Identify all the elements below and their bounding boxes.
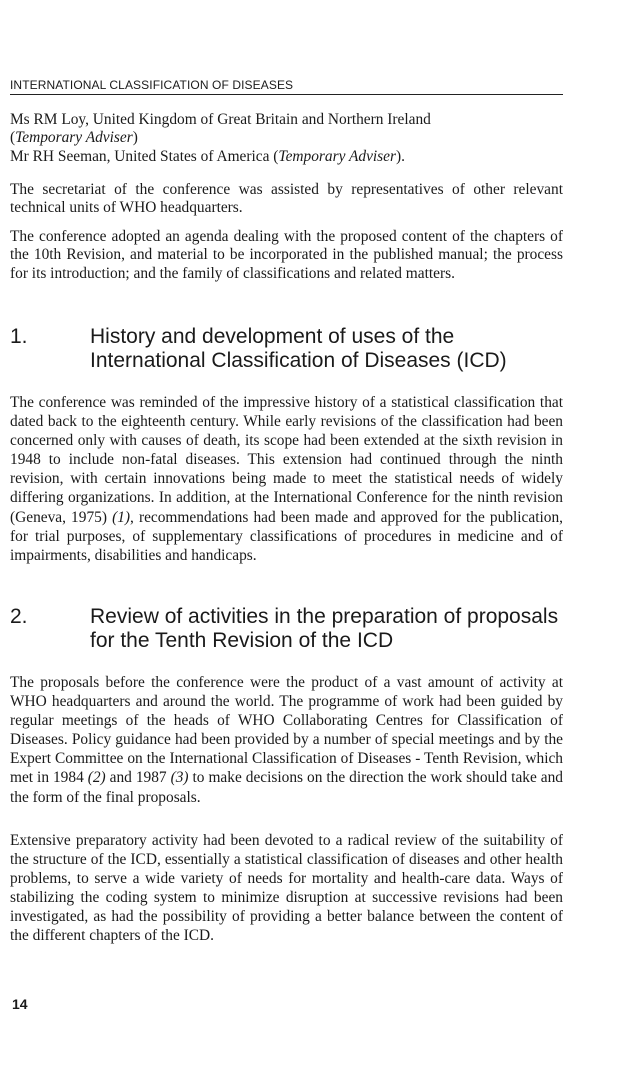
attendee-name: Ms RM Loy, United Kingdom of Great Britain and Northern Ireland: [10, 111, 431, 128]
text: The proposals before the conference were the product of a vast amount of activity at WHO headquarters and around the world. The programme of work had been guided by regular meetings of the heads of WHO Collaborating Centres for Classification of Diseases. Policy guidance had been provided by a number of special meetings and by the Expert Committee on the International Classification of Diseases - Tenth Revision, which met in 1984: [10, 674, 563, 787]
section-heading-2: [10, 605, 570, 652]
attendee-name: Mr RH Seeman, United States of America (: [10, 147, 279, 165]
page-number: 14: [12, 996, 28, 1012]
paragraph-review: [10, 673, 563, 807]
text: The conference was reminded of the impressive history of a statistical classification that dated back to the eighteenth century. While early revisions of the classification had been concerned only with causes of death, its scope had been extended at the sixth revision in 1948 to include non-fatal diseases. This extension had continued through the ninth revision, with certain innovations being made to meet the statistical needs of widely differing organizations. In addition, at the International Conference for the ninth revision (Geneva, 1975): [10, 394, 563, 526]
paragraph-secretariat: The secretariat of the conference was assisted by representatives of other relevant technical units of WHO headquarters.: [10, 181, 563, 217]
attendee-role: Temporary Adviser: [15, 129, 133, 147]
section-heading-1: [10, 325, 570, 372]
section-number: 1.: [10, 325, 28, 348]
attendee-list: [10, 111, 563, 166]
reference: (3): [170, 769, 189, 787]
section-title: Review of activities in the preparation of proposals for the Tenth Revision of the ICD: [90, 605, 559, 652]
text: and 1987: [105, 769, 171, 787]
attendee-role: Temporary Adviser: [278, 147, 396, 165]
running-header: INTERNATIONAL CLASSIFICATION OF DISEASES: [10, 78, 563, 95]
text: to make decisions on the direction the work should take and the form of the final proposals.: [10, 769, 563, 806]
section-title: History and development of uses of the International Classification of Diseases (ICD): [90, 325, 507, 372]
paragraph-history: [10, 393, 563, 565]
paren: ).: [396, 147, 405, 165]
paragraph-agenda: The conference adopted an agenda dealing with the proposed content of the chapters of the 10th Revision, and material to be incorporated in the published manual; the process for its introduction; and the family of classifications and related matters.: [10, 228, 563, 282]
paren: (: [10, 129, 16, 147]
reference: (1): [112, 508, 131, 526]
paren: ): [132, 129, 138, 147]
paragraph-preparatory: Extensive preparatory activity had been devoted to a radical review of the suitability of the structure of the ICD, essentially a statistical classification of diseases and other health problems, to serve a wide variety of needs for mortality and health-care data. Ways of stabilizing the coding system to minimize disruption at successive revisions had been investigated, as had the possibility of providing a better balance between the content of the different chapters of the ICD.: [10, 832, 563, 945]
reference: (2): [87, 769, 106, 787]
text: , recommendations had been made and approved for the publication, for trial purposes, of supplementary classifications of procedures in medicine and of impairments, disabilities and handicaps.: [10, 508, 563, 564]
section-number: 2.: [10, 605, 28, 628]
